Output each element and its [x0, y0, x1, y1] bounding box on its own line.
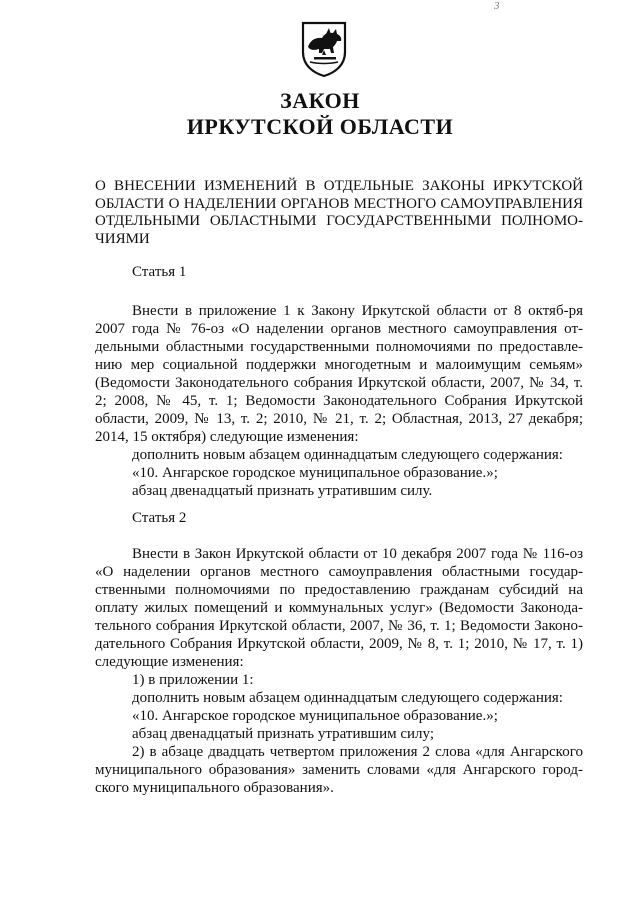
document-title-region: ИРКУТСКОЙ ОБЛАСТИ [186, 114, 454, 139]
article-1-label: Статья 1 [132, 264, 187, 280]
law-heading: О ВНЕСЕНИИ ИЗМЕНЕНИЙ В ОТДЕЛЬНЫЕ ЗАКОНЫ ИРКУТСКОЙ ОБЛАСТИ О НАДЕЛЕНИИ ОРГАНОВ МЕСТНОГО САМОУПРАВЛЕНИЯ ОТДЕЛЬНЫМИ ОБЛАСТНЫМИ ГОСУДАРСТВЕННЫМИ ПОЛНОМО-ЧИЯМИ [95, 178, 583, 247]
list-item: «10. Ангарское городское муниципальное образование.»; [132, 465, 498, 481]
article-1-intro: Внести в приложение 1 к Закону Иркутской области от 8 октяб-ря 2007 года № 76-оз «О наделении органов местного самоуправления от-дельными областными государственными полномочиями по предоставле-нию мер социальной поддержки многодетным и малоимущим семьям» (Ведомости Законодательного собрания Иркутской области, 2007, № 34, т. 2; 2008, № 45, т. 1; Ведомости Законодательного Собрания Иркутской области, 2009, № 13, т. 2; 2010, № 21, т. 2; Областная, 2013, 27 декабря; 2014, 15 октября) следующие изменения: [95, 303, 583, 445]
list-item: «10. Ангарское городское муниципальное образование.»; [132, 708, 498, 724]
list-item: абзац двенадцатый признать утратившим силу; [132, 726, 435, 742]
list-item: абзац двенадцатый признать утратившим силу. [132, 483, 433, 499]
article-2-intro: Внести в Закон Иркутской области от 10 декабря 2007 года № 116-оз «О наделении органов местного самоуправления областными государ-ственными полномочиями по предоставлению гражданам субсидий на оплату жилых помещений и коммунальных услуг» (Ведомости Законода-тельного собрания Иркутской области, 2007, № 36, т. 1; Ведомости Законо-дательного Собрания Иркутской области, 2009, № 8, т. 1; 2010, № 17, т. 1) следующие изменения: [95, 546, 583, 670]
list-item: 1) в приложении 1: [132, 672, 254, 688]
irkutsk-coat-of-arms-icon [300, 20, 348, 78]
article-2-item-2: 2) в абзаце двадцать четвертом приложения 2 слова «для Ангарского муниципального образования» заменить словами «для Ангарского город-ского муниципального образования». [95, 744, 583, 796]
list-item: дополнить новым абзацем одиннадцатым следующего содержания: [132, 690, 563, 706]
list-item: дополнить новым абзацем одиннадцатым следующего содержания: [132, 447, 563, 463]
document-title-law: ЗАКОН [280, 88, 360, 113]
article-2-label: Статья 2 [132, 510, 187, 526]
article-1-items [132, 446, 563, 500]
handwritten-page-mark: 3 [494, 0, 500, 12]
article-2-items [132, 671, 563, 743]
